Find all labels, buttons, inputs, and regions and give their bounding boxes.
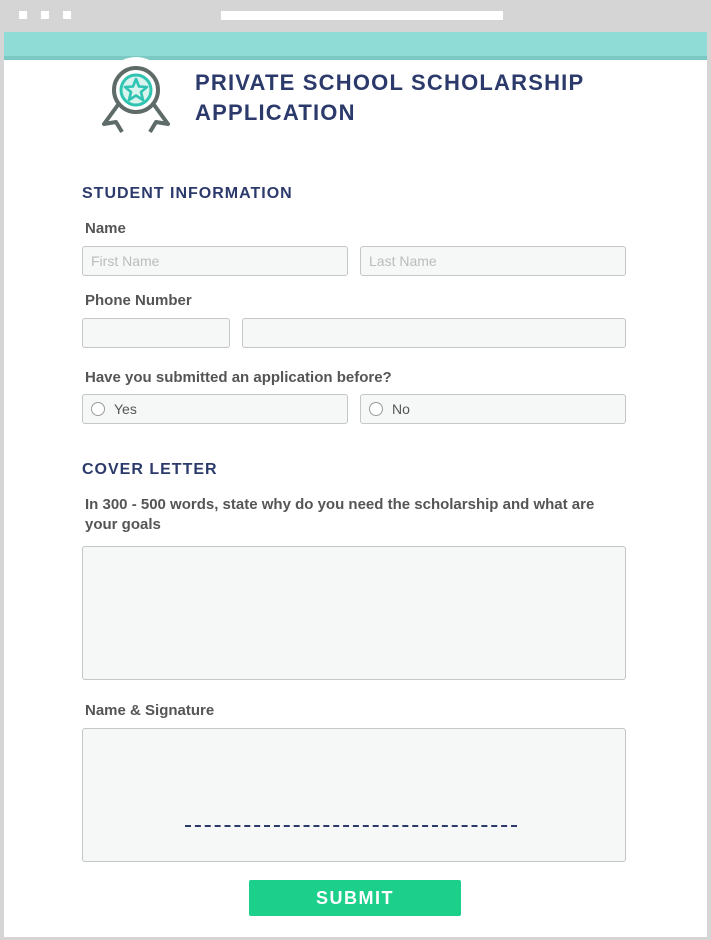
- window-dot: [63, 11, 71, 19]
- browser-chrome: [0, 0, 711, 32]
- phone-number-field[interactable]: [242, 318, 626, 348]
- submit-button[interactable]: SUBMIT: [249, 880, 461, 916]
- page-title: PRIVATE SCHOOL SCHOLARSHIP APPLICATION: [195, 70, 584, 125]
- radio-option-no[interactable]: [360, 394, 626, 424]
- cover-letter-textarea[interactable]: [82, 546, 626, 680]
- radio-label-no: No: [392, 401, 410, 417]
- phone-area-code-field[interactable]: [82, 318, 230, 348]
- section-heading-student-information: STUDENT INFORMATION: [82, 185, 293, 202]
- name-label: Name: [85, 220, 126, 237]
- signature-label: Name & Signature: [85, 702, 215, 719]
- radio-label-yes: Yes: [114, 401, 137, 417]
- last-name-input[interactable]: [361, 247, 625, 275]
- section-heading-cover-letter: COVER LETTER: [82, 461, 218, 478]
- signature-box[interactable]: [82, 728, 626, 862]
- phone-number-label: Phone Number: [85, 292, 192, 309]
- phone-area-code-input[interactable]: [83, 319, 229, 347]
- radio-circle-icon[interactable]: [91, 402, 105, 416]
- signature-line: [185, 825, 517, 827]
- radio-option-yes[interactable]: [82, 394, 348, 424]
- address-bar[interactable]: [221, 11, 503, 20]
- radio-circle-icon[interactable]: [369, 402, 383, 416]
- form-page: [4, 32, 707, 937]
- cover-letter-prompt: In 300 - 500 words, state why do you need the scholarship and what are your goals: [85, 496, 595, 533]
- first-name-field[interactable]: [82, 246, 348, 276]
- window-dot: [41, 11, 49, 19]
- award-ribbon-icon: [92, 52, 180, 136]
- last-name-field[interactable]: [360, 246, 626, 276]
- phone-number-input[interactable]: [243, 319, 625, 347]
- first-name-input[interactable]: [83, 247, 347, 275]
- applied-before-label: Have you submitted an application before?: [85, 369, 392, 386]
- window-dot: [19, 11, 27, 19]
